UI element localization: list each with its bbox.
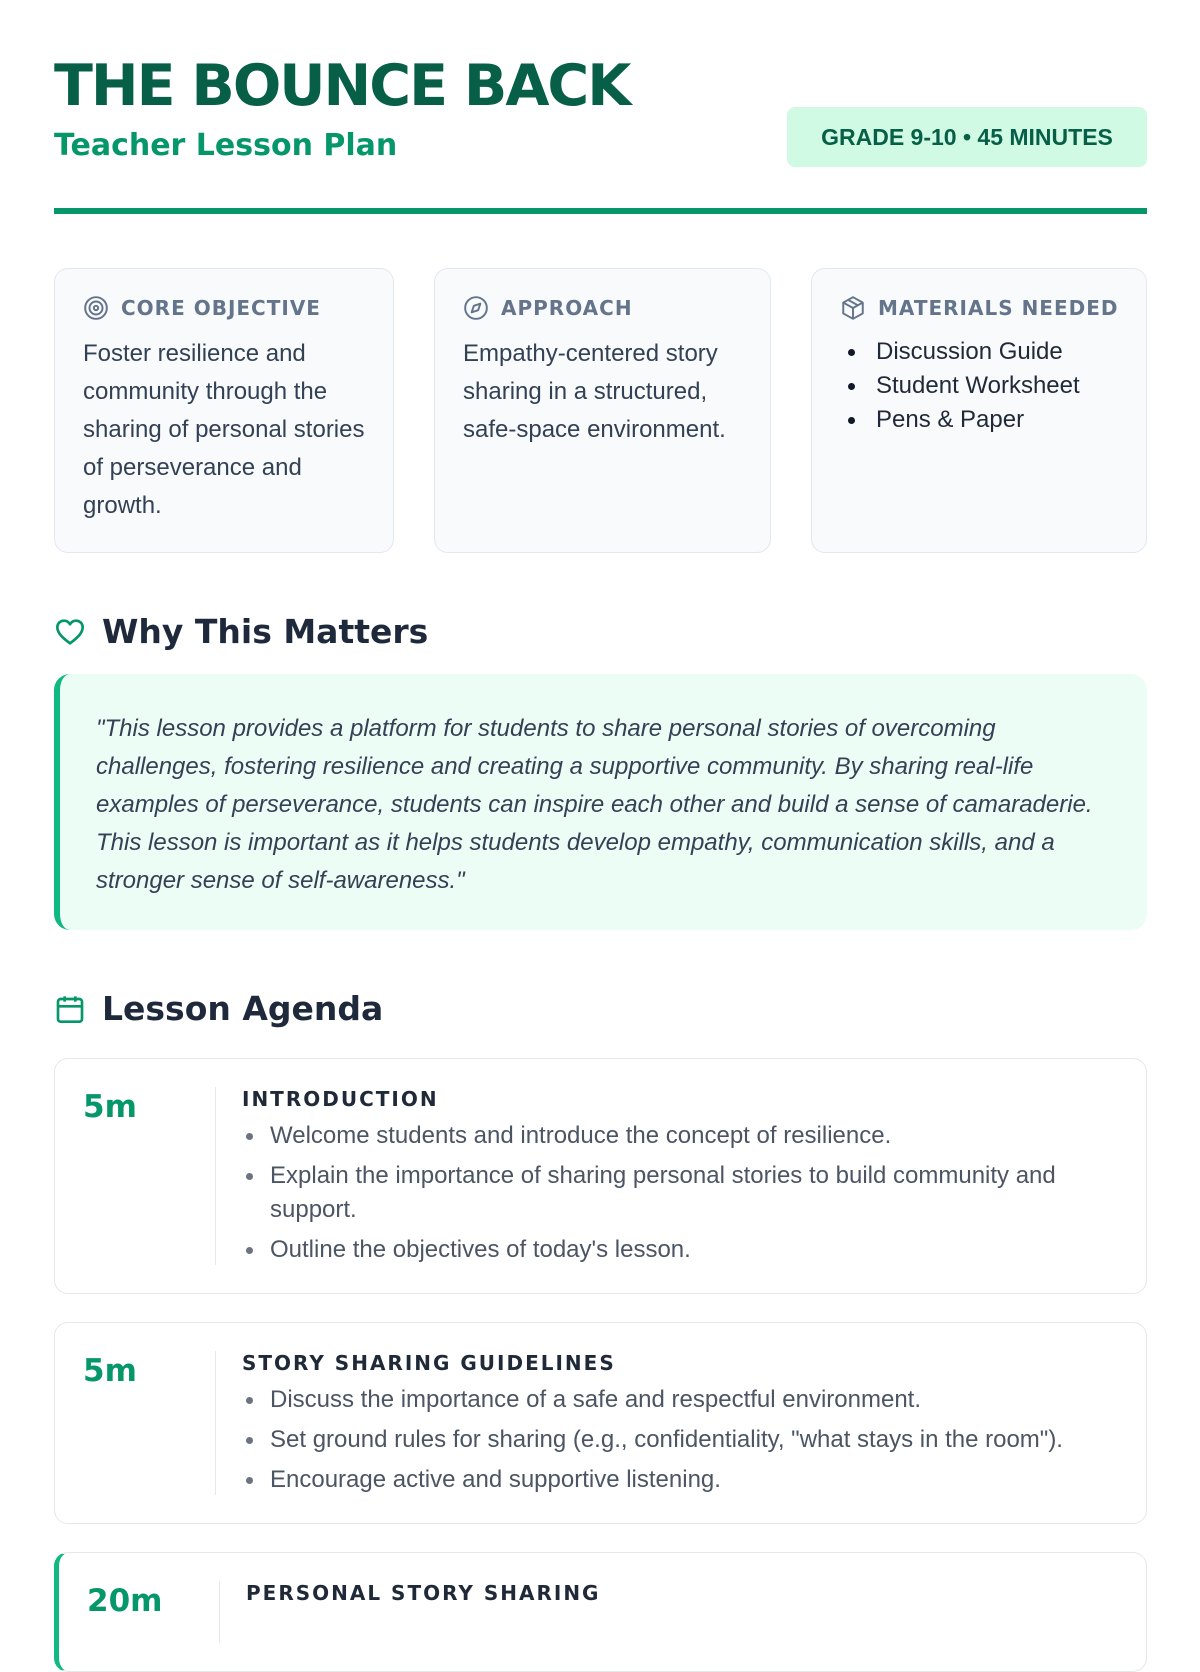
calendar-icon [54,993,86,1025]
approach-text: Empathy-centered story sharing in a structured, safe-space environment. [463,340,726,443]
agenda-point: Set ground rules for sharing (e.g., confidentiality, "what stays in the room"). [242,1423,1120,1457]
agenda-point: Welcome students and introduce the concept of resilience. [242,1119,1120,1153]
agenda-point: Outline the objectives of today's lesson. [242,1233,1120,1267]
compass-icon [463,295,489,321]
page-title: THE BOUNCE BACK [54,53,630,119]
why-section-title: Why This Matters [102,612,429,651]
materials-item: Pens & Paper [840,403,1118,437]
agenda-item-title: INTRODUCTION [242,1087,439,1111]
agenda-section-title: Lesson Agenda [102,989,384,1028]
agenda-duration: 5m [83,1089,137,1125]
core-objective-text: Foster resilience and community through the sharing of personal stories of perseverance and growth. [83,340,365,519]
agenda-point: Encourage active and supportive listening. [242,1463,1120,1497]
agenda-point: Explain the importance of sharing personal stories to build community and support. [242,1159,1120,1227]
agenda-point: Discuss the importance of a safe and respectful environment. [242,1383,1120,1417]
agenda-item-title: STORY SHARING GUIDELINES [242,1351,616,1375]
approach-card [434,268,771,553]
materials-card [811,268,1147,553]
header-divider [54,208,1147,214]
grade-duration-badge: GRADE 9-10 • 45 MINUTES [787,107,1147,167]
agenda-item-story-sharing [54,1552,1147,1672]
core-objective-title: CORE OBJECTIVE [121,296,321,320]
why-quote [54,674,1147,930]
agenda-item-title: PERSONAL STORY SHARING [246,1581,601,1605]
agenda-duration: 20m [87,1583,163,1619]
why-section-heading [54,612,428,651]
materials-item: Student Worksheet [840,369,1118,403]
target-icon [83,295,109,321]
page-subtitle: Teacher Lesson Plan [54,128,398,163]
materials-title: MATERIALS NEEDED [878,296,1119,320]
agenda-item-introduction [54,1058,1147,1294]
materials-list [840,335,1118,437]
why-quote-text: "This lesson provides a platform for students to share personal stories of overcoming challenges, fostering resilience and creating a supportive community. By sharing real-life examples of perseverance, students can inspire each other and build a sense of camaraderie. This lesson is important as it helps students develop empathy, communication skills, and a stronger sense of self-awareness." [96,715,1093,894]
header [54,52,1147,214]
agenda-item-guidelines [54,1322,1147,1524]
agenda-duration: 5m [83,1353,137,1389]
agenda-section-heading [54,989,383,1028]
package-icon [840,295,866,321]
approach-title: APPROACH [501,296,633,320]
heart-icon [54,616,86,648]
materials-item: Discussion Guide [840,335,1118,369]
core-objective-card [54,268,394,553]
